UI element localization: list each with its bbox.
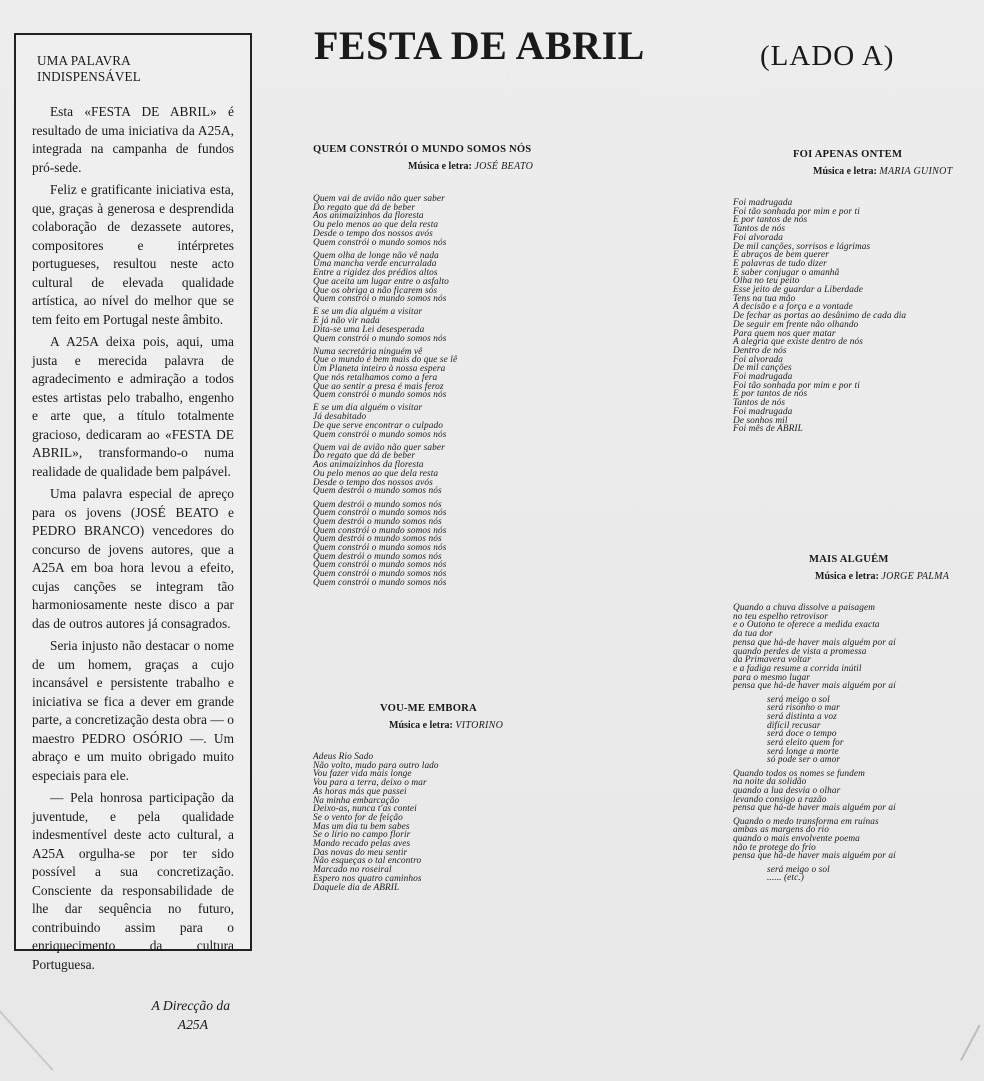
lyric-line: quando o mais envolvente poema (733, 834, 860, 845)
lyric-line: Quem destrói o mundo somos nós (313, 486, 442, 497)
song-title: FOI APENAS ONTEM (793, 149, 903, 160)
song-author: JORGE PALMA (881, 571, 950, 582)
lyric-line: Das novas do meu sentir (313, 847, 408, 858)
lyric-line: Uma mancha verde encurralada (313, 259, 437, 270)
lyric-line: será doce o tempo (767, 729, 837, 740)
verse (733, 818, 949, 862)
lyric-line: Que nós retalhamos como a fera (313, 372, 438, 383)
lyric-line: E por tantos de nós (733, 215, 808, 226)
side-label: (LADO A) (760, 40, 895, 72)
lyric-line: será distinta a voz (767, 711, 837, 722)
verse (733, 199, 953, 434)
credit-label: Música e letra: (813, 166, 877, 177)
lyric-line: Que o mundo é bem mais do que se lê (313, 355, 458, 366)
lyric-line: será longe a morte (767, 746, 839, 757)
lyric-line: As horas más que passei (313, 786, 407, 797)
lyric-line: quando perdes de vista a promessa (733, 646, 867, 657)
lyric-line: Se o lírio no campo florir (313, 830, 411, 841)
lyric-line: na noite da solidão (733, 777, 807, 788)
verse (733, 770, 949, 814)
intro-title: UMA PALAVRA INDISPENSÁVEL (37, 53, 141, 84)
credit-label: Música e letra: (389, 720, 453, 731)
intro-paragraph: Uma palavra especial de apreço para os jovens (JOSÉ BEATO e PEDRO BRANCO) vencedores do concurso de jovens autores, que a A25A em boa hora levou a efeito, cujas canções se integram tão harmoniosamente neste disco a par das de outros autores já consagrados. (32, 486, 234, 631)
verse (313, 444, 533, 496)
lyric-line: Tantos de nós (733, 224, 786, 235)
lyric-line: Já desabitado (313, 412, 367, 423)
lyric-line: será meigo o sol (767, 864, 830, 875)
lyric-line: De fechar as portas ao desânimo de cada dia (733, 311, 907, 322)
lyric-line: Foi alvorada (733, 232, 784, 243)
lyric-line: Foi madrugada (733, 198, 793, 208)
lyric-line: E por tantos de nós (733, 389, 808, 400)
lyric-line: Quando todos os nomes se fundem (733, 768, 865, 779)
lyric-line: Desde o tempo dos nossos avós (313, 477, 433, 488)
lyric-line: Quem constrói o mundo somos nós (313, 560, 447, 571)
lyric-line: Numa secretária ninguém vê (313, 346, 423, 357)
song-title: VOU-ME EMBORA (380, 703, 477, 714)
lyric-line: A decisão e a força e a vontade (733, 302, 853, 313)
lyric-line: levando consigo a razão (733, 794, 827, 805)
song-credit (313, 161, 533, 172)
song-lyrics (733, 604, 949, 883)
lyric-line: E já não vir nada (313, 316, 380, 327)
lyric-line: Quem constrói o mundo somos nós (313, 390, 447, 401)
verse (313, 404, 533, 439)
lyric-line: Se o vento for de feição (313, 812, 403, 823)
lyric-line: no teu espelho retrovisor (733, 611, 829, 622)
lyric-line: será eleito quem for (767, 738, 844, 749)
lyric-line: Marcado no roseiral (313, 865, 392, 876)
lyric-line: da Primavera voltar (733, 655, 811, 666)
lyric-line: será risonho o mar (767, 703, 840, 714)
lyric-line: E abraços de bem querer (733, 250, 829, 261)
lyric-line: De que serve encontrar o culpado (313, 420, 443, 431)
lyric-line: Não esqueças o tal encontro (313, 856, 422, 867)
lyric-line: Quem constrói o mundo somos nós (313, 577, 447, 588)
lyric-line: Esse jeito de guardar a Liberdade (733, 285, 863, 296)
song-lyrics (733, 199, 953, 434)
verse (733, 866, 949, 883)
lyric-line: Vou fazer vida mais longe (313, 769, 412, 780)
intro-box (14, 33, 252, 1032)
lyric-line: quando a lua desvia o olhar (733, 786, 841, 797)
intro-paragraph: Feliz e gratificante iniciativa esta, que, graças à generosa e desprendida colaboração de dezassete autores, compositores e intérpretes portugueses, resultou neste acto cultural de elevada qualidade artística, ao nível do melhor que se tem feito em Portugal neste âmbito. (32, 182, 234, 327)
lyric-line: Quem destrói o mundo somos nós (313, 516, 442, 527)
lyric-line: Quem constrói o mundo somos nós (313, 237, 447, 248)
credit-label: Música e letra: (408, 161, 472, 172)
lyric-line: Na minha embarcação (313, 795, 400, 806)
lyric-line: ...... (etc.) (767, 873, 804, 884)
song-block (733, 554, 949, 888)
lyric-line: E se um dia alguém o visitar (313, 403, 423, 414)
intro-paragraph: Seria injusto não destacar o nome de um homem, graças a cujo incansável e persistente trabalho e iniciativa se fica a dever em grande parte, a concretização desta obra — o maestro PEDRO OSÓRIO —. Um abraço e um muito obrigado muito especiais para ele. (32, 638, 234, 783)
lyric-line: difícil recusar (767, 720, 821, 731)
song-credit (733, 571, 949, 582)
verse (313, 501, 533, 588)
lyric-line: e a fadiga resume a corrida inútil (733, 663, 862, 674)
song-block (313, 144, 533, 592)
intro-paragraph: A A25A deixa pois, aqui, uma justa e merecida palavra de agradecimento e admiração a todos estes artistas pelo trabalho, engenho e arte que, a título totalmente gracioso, dedicaram ao «FESTA DE ABRIL», transformando-o numa realidade de qualidade bem palpável. (32, 334, 234, 479)
lyric-line: Tens na tua mão (733, 293, 796, 304)
lyric-line: Desde o tempo dos nossos avós (313, 228, 433, 239)
lyric-line: e o Outono te oferece a medida exacta (733, 620, 880, 631)
lyric-line: Não volto, mudo para outro lado (313, 760, 439, 771)
lyric-line: Foi alvorada (733, 354, 784, 365)
lyric-line: Mas um dia tu bem sabes (313, 821, 410, 832)
lyric-line: Quem olha de longe não vê nada (313, 250, 439, 261)
lyric-line: E se um dia alguém a visitar (313, 307, 423, 318)
lyric-line: Quem vai de avião não quer saber (313, 194, 445, 204)
lyric-line: Um Planeta inteiro à nossa espera (313, 364, 446, 375)
lyric-line: Foi tão sonhada por mim e por ti (733, 206, 860, 217)
lyric-line: Aos animaizinhos da floresta (313, 211, 424, 222)
verse (313, 348, 533, 400)
intro-signature (32, 996, 234, 1034)
lyric-line: será meigo o sol (767, 694, 830, 705)
lyric-line: pensa que há-de haver mais alguém por aí (733, 803, 896, 814)
lyric-line: Que os obriga a não ficarem sós (313, 285, 438, 296)
lyric-line: Dentro de nós (733, 345, 787, 356)
lyric-line: E saber conjugar o amanhã (733, 267, 840, 278)
lyric-line: Quem constrói o mundo somos nós (313, 525, 447, 536)
intro-paragraph: Esta «FESTA DE ABRIL» é resultado de uma iniciativa da A25A, integrada na campanha de fundos pró-sede. (32, 104, 234, 175)
lyric-line: E palavras de tudo dizer (733, 258, 827, 269)
song-lyrics (313, 195, 533, 588)
verse (733, 696, 949, 766)
lyric-line: da tua dor (733, 629, 773, 640)
song-block (733, 149, 953, 438)
lyric-line: Dita-se uma Lei desesperada (313, 324, 425, 335)
lyric-line: Quem constrói o mundo somos nós (313, 569, 447, 580)
intro-paragraph: — Pela honrosa participação da juventude, e pela qualidade indesmentível deste acto cultural, a A25A orgulha-se por ter sido possível a sua concretização. Consciente da responsabilidade de lhe dar sequência no futuro, contribuindo assim para o enriquecimento da cultura Portuguesa. (32, 790, 234, 972)
lyric-line: Do regato que dá de beber (313, 451, 416, 462)
lyric-line: Quem constrói o mundo somos nós (313, 543, 447, 554)
lyric-line: Foi madrugada (733, 372, 793, 383)
lyric-line: Aos animaizinhos da floresta (313, 460, 424, 471)
lyric-line: Mando recado pelas aves (313, 839, 411, 850)
song-author: MARIA GUINOT (879, 166, 953, 177)
lyric-line: Tantos de nós (733, 398, 786, 409)
credit-label: Música e letra: (815, 571, 879, 582)
lyric-line: Espero nos quatro caminhos (313, 873, 422, 884)
verse (733, 604, 949, 691)
lyric-line: Quando o medo transforma em ruínas (733, 816, 879, 827)
lyric-line: Ou pelo menos ao que dela resta (313, 468, 439, 479)
lyric-line: De sonhos mil (733, 415, 788, 426)
page-title: FESTA DE ABRIL (314, 23, 645, 68)
lyric-line: pensa que há-de haver mais alguém por aí (733, 681, 896, 692)
song-block (313, 703, 503, 897)
song-title: MAIS ALGUÉM (809, 554, 889, 565)
verse (313, 753, 503, 892)
lyric-line: Quando a chuva dissolve a paisagem (733, 603, 876, 613)
lyric-line: para o mesmo lugar (733, 672, 810, 683)
song-lyrics (313, 753, 503, 892)
lyric-line: Vou para a terra, deixo o mar (313, 778, 427, 789)
lyric-line: Ou pelo menos ao que dela resta (313, 220, 439, 231)
lyric-line: Quem destrói o mundo somos nós (313, 551, 442, 562)
lyric-line: Foi mês de ABRIL (733, 424, 803, 435)
lyric-line: só pode ser o amor (767, 755, 841, 766)
verse (313, 195, 533, 247)
lyric-line: Que ao sentir a presa é mais feroz (313, 381, 444, 392)
song-title: QUEM CONSTRÓI O MUNDO SOMOS NÓS (313, 144, 532, 155)
song-author: JOSÉ BEATO (474, 161, 534, 172)
lyric-line: Adeus Rio Sado (313, 752, 374, 762)
verse (313, 308, 533, 343)
verse (313, 252, 533, 304)
lyric-line: ambas as margens do rio (733, 825, 829, 836)
lyric-line: Para quem nos quer matar (733, 328, 836, 339)
lyric-line: Entre a rigidez dos prédios altos (313, 268, 438, 279)
lyric-line: Olha no teu peito (733, 276, 800, 287)
lyric-line: Quem vai de avião não quer saber (313, 442, 445, 453)
song-credit (733, 166, 953, 177)
signature-line: A Direcção da (151, 998, 230, 1013)
lyric-line: Foi madrugada (733, 406, 793, 417)
lyric-line: Quem constrói o mundo somos nós (313, 333, 447, 344)
lyric-line: Deixo-as, nunca t'as contei (313, 804, 417, 815)
lyric-line: Quem destrói o mundo somos nós (313, 499, 442, 510)
lyric-line: Quem destrói o mundo somos nós (313, 534, 442, 545)
lyric-line: Do regato que dá de beber (313, 202, 416, 213)
lyric-line: não te protege do frio (733, 842, 816, 853)
song-author: VITORINO (455, 720, 504, 731)
lyric-line: Quem constrói o mundo somos nós (313, 294, 447, 305)
signature-line: A25A (177, 1017, 208, 1032)
lyric-line: pensa que há-de haver mais alguém por aí (733, 637, 896, 648)
lyric-line: Que aceita um lugar entre o asfalto (313, 276, 449, 287)
lyric-line: De mil canções (733, 363, 792, 374)
lyric-line: Daquele dia de ABRIL (313, 882, 400, 893)
lyric-line: Foi tão sonhada por mim e por ti (733, 380, 860, 391)
lyric-line: De seguir em frente não olhando (733, 319, 859, 330)
lyric-line: Quem constrói o mundo somos nós (313, 508, 447, 519)
lyric-line: pensa que há-de haver mais alguém por aí (733, 851, 896, 862)
song-credit (313, 720, 503, 731)
lyric-line: De mil canções, sorrisos e lágrimas (733, 241, 871, 252)
lyric-line: Quem constrói o mundo somos nós (313, 429, 447, 440)
lyric-line: A alegria que existe dentro de nós (733, 337, 863, 348)
